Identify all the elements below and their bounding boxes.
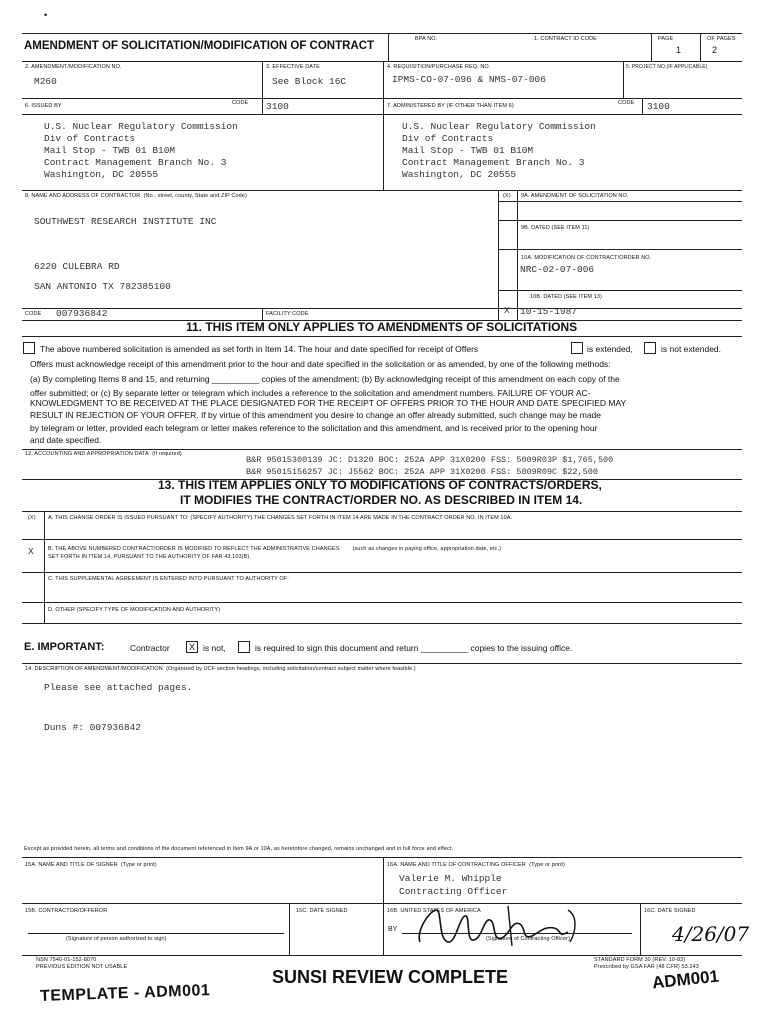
accounting-line: B&R 95015156257 JC: J5562 BOC: 252A APP 31X0200 FSS: 5009R09C $22,500 [246,467,598,477]
rule [498,290,742,291]
item11-line4: offer submitted; or (c) By separate letter or telegram which includes a reference to the solicitation and amendment numbers. FAILURE OF YOUR AC- [30,388,591,398]
date-signed-15c-label: 15C. DATE SIGNED [296,908,348,914]
item13-row-b [48,547,501,553]
nsn-number: NSN 7540-01-152-8070 [36,957,97,963]
prescribed-by: Prescribed by GSA FAR (48 CFR) 53.243 [594,964,699,970]
rule [22,61,742,62]
rule [28,933,284,934]
date-signed-16c-label: 16C. DATE SIGNED [644,908,696,914]
rule [22,572,742,573]
important-is-not: is not, [203,643,226,653]
dated-10b-value: 10-15-1987 [520,306,578,317]
item11-line3: (a) By completing Items 8 and 15, and returning __________ copies of the amendment; (b) By acknowledging receipt of this amendment on each copy of the [30,374,620,384]
contractor-label-text: 8. NAME AND ADDRESS OF CONTRACTOR [25,193,141,199]
except-text: Except as provided herein, all terms and conditions of the document referenced in Item 9A or 10A, as heretofore changed, remains unchanged and in full force and effect. [24,846,454,852]
administered-by-line: Div of Contracts [402,133,494,144]
bpa-no-label: BPA NO. [415,36,438,42]
administered-by-line: Contract Management Branch No. 3 [402,157,585,168]
officer-name: Valerie M. Whipple [399,873,502,884]
contract-id-code-label: 1. CONTRACT ID CODE [534,36,597,42]
amendment-no-label: 2. AMENDMENT/MODIFICATION NO. [25,64,122,70]
rule [388,33,389,61]
contractor-offeror-label: 15B. CONTRACTOR/OFFEROR [25,908,108,914]
rule [383,61,384,98]
rule [651,33,652,61]
item13-row-b-mark: X [28,546,34,557]
item11-line8: and date specified. [30,435,102,445]
rule [383,98,384,190]
standard-form: STANDARD FORM 30 (REV. 10-83) [594,957,686,963]
item11-checkbox[interactable] [23,342,35,354]
rule [640,903,641,955]
item11-title: 11. THIS ITEM ONLY APPLIES TO AMENDMENTS OF SOLICITATIONS [186,320,578,334]
template-stamp: TEMPLATE - ADM001 [39,982,211,1005]
administered-by-line: Mail Stop - TWB 01 B10M [402,145,534,156]
accounting-label-text: 12. ACCOUNTING AND APPROPRIATION DATA [25,451,149,457]
item13-row-d: D. OTHER (SPECIFY TYPE OF MODIFICATION AND AUTHORITY) [48,607,221,613]
rule [700,33,701,61]
issued-by-line: U.S. Nuclear Regulatory Commission [44,121,238,132]
is-extended-label: is extended, [587,344,633,354]
rule [498,190,499,320]
rule [22,623,742,624]
rule [498,249,742,250]
important-contractor: Contractor [130,643,170,653]
modification-10a-label: 10A. MODIFICATION OF CONTRACT/ORDER NO. [521,255,652,261]
rule [22,511,742,512]
page-label: PAGE [658,36,674,42]
dated-10b-label: 10B. DATED (SEE ITEM 13) [530,294,602,300]
is-required-checkbox[interactable] [238,641,250,653]
accounting-line: B&R 95015300139 JC: D1320 BOC: 252A APP 31X0200 FSS: 5009R03P $1,765,500 [246,455,614,465]
is-not-checkbox[interactable]: X [186,641,198,653]
item13-x-column-label: (X) [28,515,36,521]
rule [262,308,263,320]
rule [22,857,742,858]
contractor-code: 007936842 [56,308,108,319]
issued-by-label: 6. ISSUED BY [25,103,62,109]
officer-label-text: 16A. NAME AND TITLE OF CONTRACTING OFFICER [387,862,526,868]
accounting-label-note: (If required) [152,451,182,457]
officer-signature-note: (Signature of Contracting Officer) [486,936,571,942]
rule [22,190,742,191]
by-label: BY [388,926,398,933]
effective-date-value: See Block 16C [272,76,347,87]
page-number: 1 [676,45,682,55]
item11-line5: KNOWLEDGMENT TO BE RECEIVED AT THE PLACE DESIGNATED FOR THE RECEIPT OF OFFERS PRIOR TO THE HOUR AND DATE SPECIFIED MAY [30,398,627,408]
issued-by-line: Washington, DC 20555 [44,169,159,180]
item13-row-c: C. THIS SUPPLEMENTAL AGREEMENT IS ENTERED INTO PURSUANT TO AUTHORITY OF: [48,576,289,582]
contractor-street: 6220 CULEBRA RD [34,261,120,272]
rule [22,33,742,34]
contractor-label-note: (No., street, county, State and ZIP Code) [143,193,247,199]
not-extended-label: is not extended. [661,344,722,354]
x-column-label: (X) [503,193,511,199]
rule [383,857,384,955]
signer-label-note: (Type or print) [120,862,157,868]
top-mark: • [44,10,48,20]
previous-edition: PREVIOUS EDITION NOT USABLE [36,964,128,970]
rule [262,98,263,114]
accounting-label [25,452,182,458]
item13-title-line1: 13. THIS ITEM APPLIES ONLY TO MODIFICATIONS OF CONTRACTS/ORDERS, [158,478,602,492]
item11-line6: RESULT IN REJECTION OF YOUR OFFER. If by virtue of this amendment you desire to change an offer already submitted, such change may be made [30,410,602,420]
dated-9b-label: 9B. DATED (SEE ITEM 11) [521,225,590,231]
description-label [25,667,416,673]
sunsi-stamp: SUNSI REVIEW COMPLETE [272,967,509,987]
rule [22,336,742,337]
item11-line7: by telegram or letter, provided each telegram or letter makes reference to the solicitation and this amendment, and is received prior to the opening hour [30,423,598,433]
date-signed-16c: 4/26/07 [672,922,750,946]
rule [498,220,742,221]
contractor-city: SAN ANTONIO TX 782385100 [34,281,171,292]
united-states-label: 16B. UNITED STATES OF AMERICA [387,908,481,914]
rule [289,903,290,955]
rule [22,602,742,603]
issued-by-line: Contract Management Branch No. 3 [44,157,227,168]
officer-label [387,863,565,869]
administered-by-line: Washington, DC 20555 [402,169,517,180]
rule [44,511,45,623]
x-mark-10a: X [504,305,510,316]
administered-by-code: 3100 [647,101,670,112]
of-pages-label: OF PAGES [707,36,736,42]
not-extended-checkbox[interactable] [644,342,656,354]
issued-by-code: 3100 [266,101,289,112]
rule [642,98,643,114]
issued-by-code-label: CODE [232,100,249,106]
important-is-required: is required to sign this document and return __________ copies to the issuing office. [255,643,573,653]
adm-stamp: ADM001 [651,966,720,993]
contractor-label [25,194,247,200]
issued-by-line: Div of Contracts [44,133,136,144]
description-duns: Duns #: 007936842 [44,722,141,733]
item13-row-b-line2: SET FORTH IN ITEM 14, PURSUANT TO THE AUTHORITY OF FAR 43.103(B). [48,554,251,560]
description-label-note: (Organized by UCF section headings, including solicitation/contract subject matter where feasible.) [166,666,416,672]
rule [623,61,624,98]
rule [22,903,742,904]
requisition-label: 4. REQUISITION/PURCHASE REQ. NO. [387,64,491,70]
is-extended-checkbox[interactable] [571,342,583,354]
item11-line2: Offers must acknowledge receipt of this amendment prior to the hour and date specified in the solicitation or as amended, by one of the following methods: [30,359,611,369]
officer-label-note: (Type or print) [529,862,565,868]
administered-by-line: U.S. Nuclear Regulatory Commission [402,121,596,132]
rule [22,98,742,99]
requisition-value: IPMS-CO-07-096 & NMS-07-006 [392,74,546,85]
amendment-no-value: M260 [34,76,57,87]
administered-by-code-label: CODE [618,100,635,106]
description-line: Please see attached pages. [44,682,193,693]
effective-date-label: 3. EFFECTIVE DATE [266,64,320,70]
item13-row-b-text: B. THE ABOVE NUMBERED CONTRACT/ORDER IS MODIFIED TO REFLECT THE ADMINISTRATIVE CHANGES [48,546,340,552]
rule [517,190,518,320]
project-no-label: 5. PROJECT NO.(IF APPLICABLE) [626,64,708,70]
officer-title: Contracting Officer [399,886,508,897]
signer-label-text: 15A. NAME AND TITLE OF SIGNER [25,862,118,868]
important-label: E. IMPORTANT: [24,641,105,653]
signer-label [25,863,157,869]
item13-row-b-note: (such as changes in paying office, appropriation date, etc.) [352,546,501,552]
rule [22,663,742,664]
rule [262,61,263,98]
facility-code-label: FACILITY CODE [266,311,309,317]
rule [22,539,742,540]
item13-title-line2: IT MODIFIES THE CONTRACT/ORDER NO. AS DESCRIBED IN ITEM 14. [180,493,583,507]
rule [22,114,742,115]
administered-by-label: 7. ADMINISTERED BY (IF OTHER THAN ITEM 6) [387,103,514,109]
item11-line1: The above numbered solicitation is amended as set forth in Item 14. The hour and date specified for receipt of Offers [40,344,479,354]
rule [22,449,742,450]
of-pages-number: 2 [712,45,718,55]
item13-row-a: A. THIS CHANGE ORDER IS ISSUED PURSUANT TO: (SPECIFY AUTHORITY) THE CHANGES SET FORTH IN ITEM 14 ARE MADE IN THE CONTRACT ORDER NO. IN ITEM 10A. [48,515,513,521]
rule [22,308,742,309]
contractor-name: SOUTHWEST RESEARCH INSTITUTE INC [34,216,217,227]
contractor-signature-note: (Signature of person authorized to sign) [66,936,167,942]
contractor-code-label: CODE [25,311,42,317]
rule [22,955,742,956]
contracting-officer-signature [408,902,598,952]
amendment-9a-label: 9A. AMENDMENT OF SOLICITATION NO. [521,193,629,199]
description-label-text: 14. DESCRIPTION OF AMENDMENT/MODIFICATION [25,666,163,672]
issued-by-line: Mail Stop - TWB 01 B10M [44,145,176,156]
rule [498,201,742,202]
modification-10a-value: NRC-02-07-006 [520,264,595,275]
form-title: AMENDMENT OF SOLICITATION/MODIFICATION OF CONTRACT [24,40,375,52]
